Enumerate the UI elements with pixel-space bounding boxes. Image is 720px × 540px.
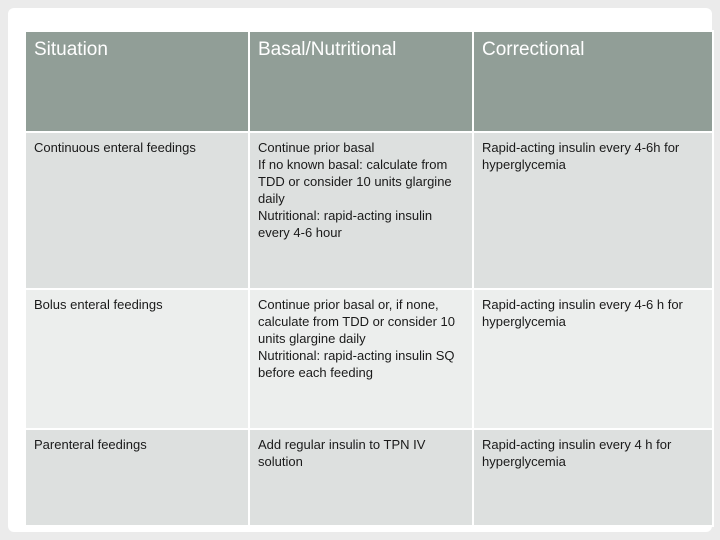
header-situation: Situation (25, 31, 249, 132)
cell-line: Add regular insulin to TPN IV solution (258, 437, 426, 469)
cell-line: Nutritional: rapid-acting insulin every 4-6 hour (258, 208, 433, 240)
table-row (25, 132, 713, 289)
correctional-cell: Rapid-acting insulin every 4-6 h for hyperglycemia (473, 289, 713, 429)
cell-line: Nutritional: rapid-acting insulin SQ before each feeding (258, 348, 455, 380)
header-basal-nutritional: Basal/Nutritional (249, 31, 473, 132)
insulin-table (24, 30, 714, 527)
slide (8, 8, 712, 532)
basal-nutritional-cell (249, 429, 473, 526)
table-row (25, 289, 713, 429)
situation-cell: Bolus enteral feedings (25, 289, 249, 429)
basal-nutritional-cell (249, 132, 473, 289)
correctional-cell: Rapid-acting insulin every 4 h for hyperglycemia (473, 429, 713, 526)
situation-cell: Continuous enteral feedings (25, 132, 249, 289)
table-row (25, 429, 713, 526)
correctional-cell: Rapid-acting insulin every 4-6h for hyperglycemia (473, 132, 713, 289)
table-header-row (25, 31, 713, 132)
cell-line: If no known basal: calculate from TDD or consider 10 units glargine daily (258, 157, 452, 206)
header-correctional: Correctional (473, 31, 713, 132)
basal-nutritional-cell (249, 289, 473, 429)
situation-cell: Parenteral feedings (25, 429, 249, 526)
cell-line: Continue prior basal or, if none, calculate from TDD or consider 10 units glargine daily (258, 297, 456, 346)
cell-line: Continue prior basal (258, 140, 375, 155)
